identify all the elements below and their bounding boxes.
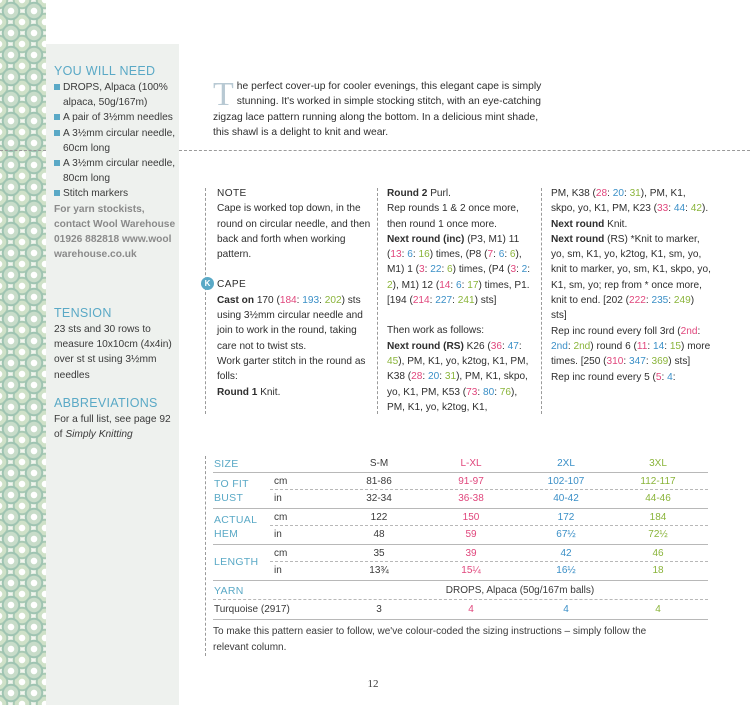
colour-label: Turquoise (2917): [214, 604, 290, 615]
table-cell: 13¾: [369, 565, 389, 576]
next-round-inc: Next round (inc) (P3, M1) 11 (13: 6: 16) times, (P8 (7: 6: 6), M1) 1 (3: 22: 6) times, (P4 (3: 2: 2), M1) 12 (14: 6: 17) times, P1. [194 (214: 227: 241) sts]: [387, 233, 531, 307]
you-will-need-list: [54, 80, 176, 262]
table-cell: 4: [655, 604, 661, 615]
table-cell: 4: [563, 604, 569, 615]
intro-paragraph: The perfect cover-up for cooler evenings, this elegant cape is simply stunning. It's worked in simple stocking stitch, with an eye-catching zigzag lace pattern running along the bottom. In a delicious mint shade, this shawl is a delight to knit and wear.: [213, 76, 542, 138]
table-cell: 44-46: [645, 493, 671, 504]
table-cell: 172: [557, 512, 575, 523]
table-rule: [213, 508, 708, 509]
decorative-border: [0, 0, 46, 705]
drop-cap: T: [213, 76, 234, 113]
note-heading: NOTE: [217, 188, 247, 199]
table-rule: [213, 544, 708, 545]
rep-inc-round-2: Rep inc round every 5 (5: 4:: [551, 371, 676, 383]
table-cell: 18: [652, 565, 664, 576]
you-will-need-heading: YOU WILL NEED: [54, 64, 156, 78]
round-1: Round 1 Knit.: [217, 386, 281, 398]
column-divider: [205, 456, 206, 656]
column-divider: [377, 188, 378, 414]
unit-cm: cm: [274, 512, 288, 523]
table-cell: 40-42: [553, 493, 579, 504]
list-item: A 3½mm circular needle, 60cm long: [54, 126, 176, 156]
table-cell: 67½: [556, 529, 576, 540]
table-cell: 59: [465, 529, 477, 540]
unit-in: in: [274, 493, 282, 504]
next-round-knit: Next round Knit.: [551, 218, 628, 230]
col3-continuation: PM, K38 (28: 20: 31), PM, K1, skpo, yo, K1, PM, K23 (33: 44: 42).: [551, 188, 709, 215]
list-item: A 3½mm circular needle, 80cm long: [54, 156, 176, 186]
then-work: Then work as follows:: [387, 325, 485, 337]
round-2: Round 2 Purl.: [387, 188, 451, 199]
knit-k-icon: K: [201, 277, 214, 290]
footnote: To make this pattern easier to follow, we've colour-coded the sizing instructions – simply follow the relevant column.: [213, 626, 647, 653]
table-cell: 35: [373, 548, 385, 559]
table-cell: 81-86: [366, 476, 392, 487]
table-cell: 36-38: [458, 493, 484, 504]
unit-in: in: [274, 565, 282, 576]
table-rule: [270, 489, 708, 490]
divider: [0, 150, 46, 151]
rep-inc-round: Rep inc round every foll 3rd (2nd: 2nd: 2nd) round 6 (11: 14: 15) more times. [250 (310: 347: 369) sts]: [551, 325, 711, 368]
column-divider: [541, 188, 542, 414]
abbreviations-text: For a full list, see page 92 of Simply Knitting: [54, 414, 171, 441]
note-text: Cape is worked top down, in the round on circular needle, and then back and forth when working pattern.: [217, 203, 371, 261]
table-cell: 4: [468, 604, 474, 615]
unit-in: in: [274, 529, 282, 540]
garter-text: Work garter stitch in the round as folls:: [217, 355, 366, 383]
size-header-3xl: 3XL: [649, 458, 667, 469]
table-rule: [270, 561, 708, 562]
size-header-sm: S-M: [369, 458, 389, 469]
table-rule: [213, 599, 708, 600]
table-cell: 42: [560, 548, 572, 559]
bust-label: BUST: [214, 492, 244, 504]
hem-label: HEM: [214, 528, 239, 540]
table-cell: 15¼: [461, 565, 481, 576]
page-number: 12: [367, 678, 379, 690]
cape-heading: CAPE: [217, 279, 247, 291]
next-round-rs-2: Next round (RS) *Knit to marker, yo, sm, K1, yo, k2tog, K1, sm, yo, knit to marker, yo, sm, K1, skpo, yo, K1, sm, yo; rep from * once more, knit to end. [202 (222: 235: 249) sts]: [551, 233, 711, 322]
table-cell: 102-107: [547, 476, 585, 487]
cast-on-text: Cast on 170 (184: 193: 202) sts using 3½mm circular needle and join to work in the round, taking care not to twist sts.: [217, 294, 363, 352]
actual-label: ACTUAL: [214, 514, 258, 526]
next-round-rs: Next round (RS) K26 (36: 47: 45), PM, K1, yo, k2tog, K1, PM, K38 (28: 20: 31), PM, K1, skpo, yo, K1, PM, K53 (73: 80: 76), PM, K1, yo, k2tog, K1,: [387, 340, 529, 413]
pattern-column-3: [551, 186, 711, 385]
table-rule: [213, 472, 708, 473]
table-cell: 48: [373, 529, 385, 540]
table-cell: 91-97: [458, 476, 484, 487]
table-cell: 46: [652, 548, 664, 559]
table-cell: 39: [465, 548, 477, 559]
table-cell: 16½: [556, 565, 576, 576]
pattern-column-1: [217, 186, 373, 400]
unit-cm: cm: [274, 476, 288, 487]
table-cell: 32-34: [366, 493, 392, 504]
pattern-column-2: [387, 186, 537, 415]
column-divider: [205, 188, 206, 414]
size-header-2xl: 2XL: [557, 458, 575, 469]
table-cell: 3: [376, 604, 382, 615]
length-label: LENGTH: [214, 556, 259, 568]
unit-cm: cm: [274, 548, 288, 559]
yarn-name: DROPS, Alpaca (50g/167m balls): [445, 585, 595, 596]
yarn-stockists: For yarn stockists, contact Wool Warehouse 01926 882818 www.wool warehouse.co.uk: [54, 203, 176, 261]
tension-heading: TENSION: [54, 306, 112, 320]
magazine-name: Simply Knitting: [65, 429, 133, 441]
rep-rounds: Rep rounds 1 & 2 once more, then round 1 once more.: [387, 203, 519, 230]
table-rule: [213, 619, 708, 620]
size-header-lxl: L-XL: [460, 458, 482, 469]
list-item: Stitch markers: [54, 186, 176, 201]
table-cell: 122: [370, 512, 388, 523]
yarn-label: YARN: [214, 585, 244, 597]
size-header-label: SIZE: [214, 458, 239, 470]
table-cell: 150: [462, 512, 480, 523]
table-rule: [270, 525, 708, 526]
to-fit-label: TO FIT: [214, 478, 249, 490]
table-cell: 72½: [648, 529, 668, 540]
table-cell: 184: [649, 512, 667, 523]
abbreviations-heading: ABBREVIATIONS: [54, 396, 158, 410]
list-item: A pair of 3½mm needles: [54, 110, 176, 125]
divider: [179, 150, 750, 151]
tension-text: 23 sts and 30 rows to measure 10x10cm (4x4in) over st st using 3½mm needles: [54, 324, 172, 381]
table-cell: 112-117: [640, 476, 676, 487]
table-rule: [213, 580, 708, 581]
list-item: DROPS, Alpaca (100% alpaca, 50g/167m): [54, 80, 176, 110]
